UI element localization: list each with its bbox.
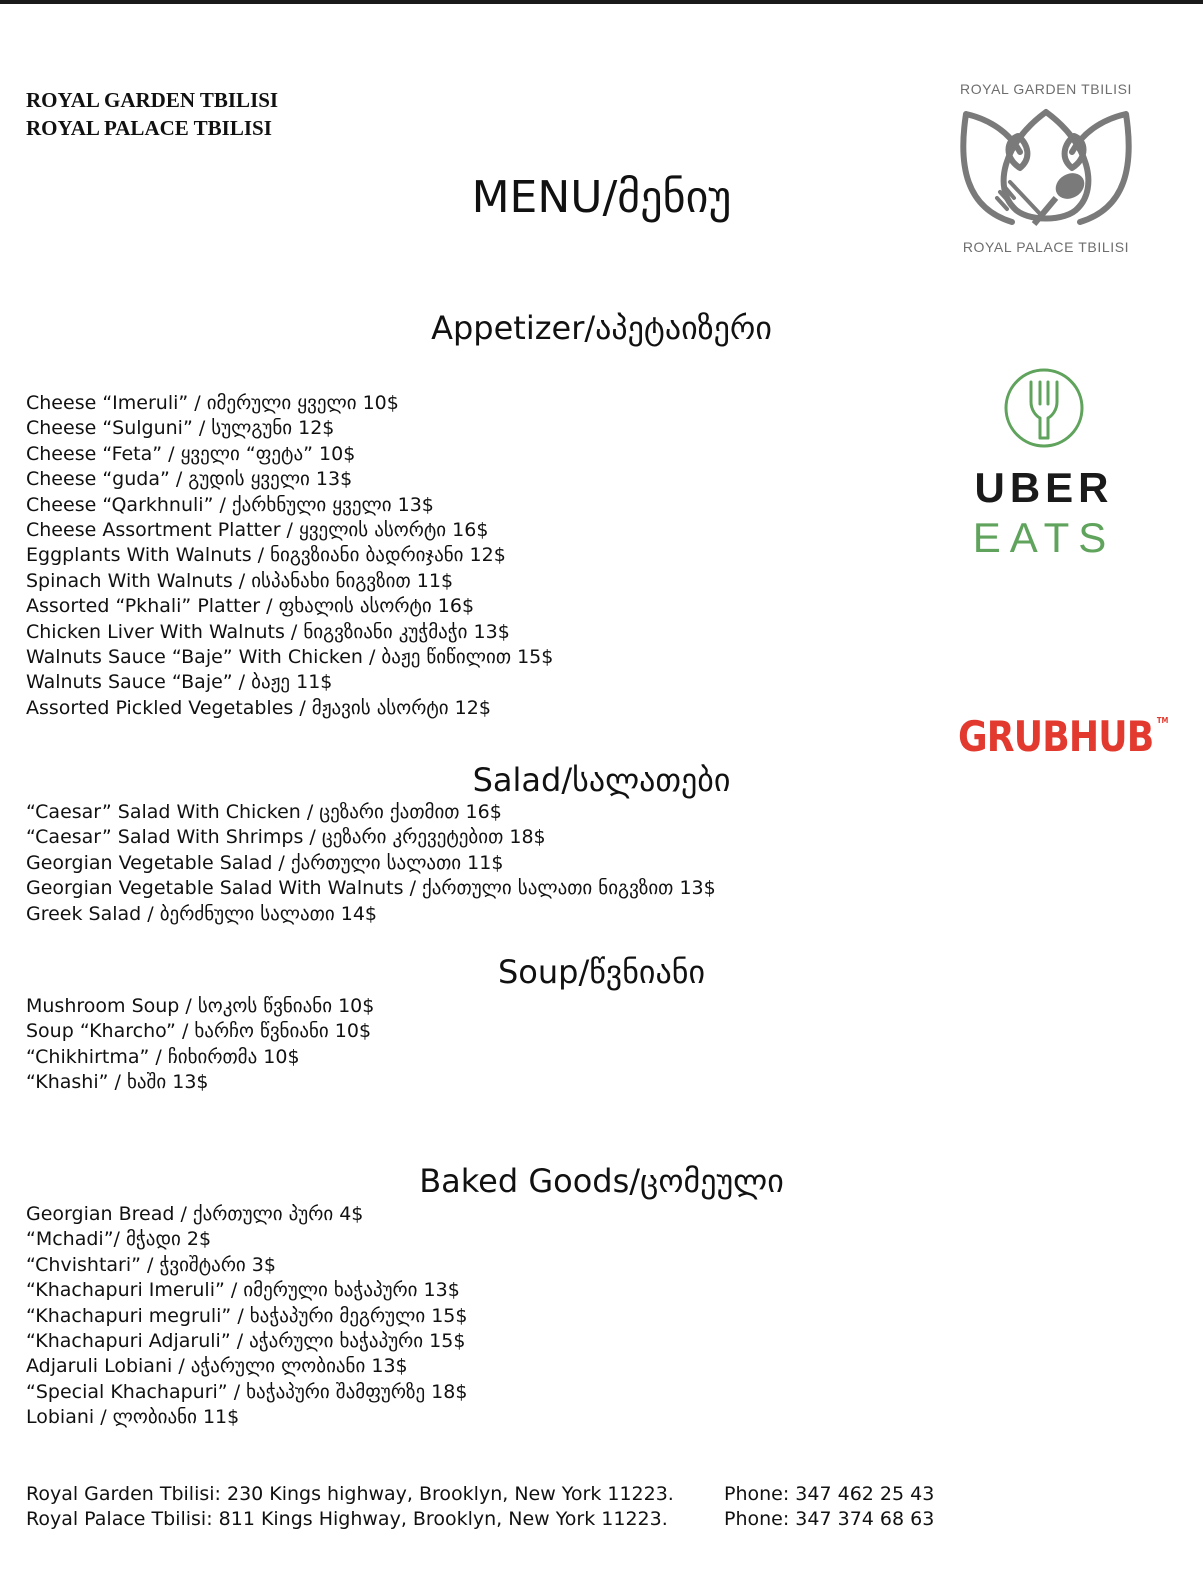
menu-item: Assorted “Pkhali” Platter / ფხალის ასორტი 16$: [26, 595, 475, 618]
menu-item: “Mchadi”/ მჭადი 2$: [26, 1228, 212, 1251]
uber-eats-logo[interactable]: [944, 364, 1144, 564]
menu-item: “Caesar” Salad With Shrimps / ცეზარი კრევეტებით 18$: [26, 826, 546, 849]
footer-row: [26, 1482, 934, 1507]
menu-item: “Special Khachapuri” / ხაჭაპური შამფურზე 18$: [26, 1380, 468, 1403]
menu-item: “Caesar” Salad With Chicken / ცეზარი ქათმით 16$: [26, 801, 502, 823]
menu-item: Walnuts Sauce “Baje” With Chicken / ბაჟე წიწილით 15$: [26, 646, 554, 669]
baked-goods-list: [26, 1202, 467, 1431]
menu-item: “Khachapuri megruli” / ხაჭაპური მეგრული 15$: [26, 1304, 468, 1327]
lotus-fork-spoon-icon: [956, 104, 1136, 234]
logo-top-text: ROYAL GARDEN TBILISI: [959, 81, 1132, 97]
menu-item: Adjaruli Lobiani / აჭარული ლობიანი 13$: [26, 1355, 408, 1378]
menu-item: Cheese “Imeruli” / იმერული ყველი 10$: [26, 392, 399, 414]
menu-item: “Chvishtari” / ჭვიშტარი 3$: [26, 1253, 276, 1276]
footer-address: Royal Palace Tbilisi: 811 Kings Highway, Brooklyn, New York 11223.: [26, 1508, 668, 1530]
section-title-appetizer: Appetizer/აპეტაიზერი: [431, 309, 772, 347]
trademark-mark: TM: [1156, 716, 1169, 725]
appetizer-list: [26, 391, 553, 721]
menu-item: Spinach With Walnuts / ისპანახი ნიგვზით 11$: [26, 569, 454, 592]
section-title-baked-goods: Baked Goods/ცომეული: [419, 1162, 784, 1200]
footer-address: Royal Garden Tbilisi: 230 Kings highway, Brooklyn, New York 11223.: [26, 1483, 674, 1505]
menu-item: “Khachapuri Adjaruli” / აჭარული ხაჭაპური 15$: [26, 1330, 466, 1353]
logo-bottom-text: ROYAL PALACE TBILISI: [962, 239, 1130, 255]
soup-list: [26, 994, 374, 1096]
menu-item: Cheese “Feta” / ყველი “ფეტა” 10$: [26, 442, 356, 465]
uber-text: UBER: [974, 464, 1114, 511]
restaurant-name: ROYAL PALACE TBILISI: [26, 116, 272, 140]
grubhub-text: GRUBHUB: [958, 712, 1154, 761]
menu-title: MENU/მენიუ: [471, 172, 732, 223]
menu-item: Georgian Bread / ქართული პური 4$: [26, 1203, 364, 1225]
footer-phone: Phone: 347 374 68 63: [724, 1508, 935, 1530]
salad-list: [26, 800, 716, 927]
menu-item: Mushroom Soup / სოკოს წვნიანი 10$: [26, 995, 375, 1017]
menu-item: Cheese Assortment Platter / ყველის ასორტი 16$: [26, 519, 489, 542]
menu-item: Cheese “Qarkhnuli” / ქარხნული ყველი 13$: [26, 493, 434, 516]
top-border: [0, 0, 1203, 4]
menu-item: “Chikhirtma” / ჩიხირთმა 10$: [26, 1045, 300, 1068]
menu-item: Georgian Vegetable Salad With Walnuts / ქართული სალათი ნიგვზით 13$: [26, 877, 716, 900]
section-title-salad: Salad/სალათები: [472, 761, 731, 799]
grubhub-logo[interactable]: [958, 712, 1168, 761]
restaurant-names: [26, 86, 278, 142]
menu-item: Walnuts Sauce “Baje” / ბაჟე 11$: [26, 671, 333, 694]
menu-item: Eggplants With Walnuts / ნიგვზიანი ბადრიჯანი 12$: [26, 544, 506, 567]
section-title-soup: Soup/წვნიანი: [497, 953, 706, 991]
menu-item: Cheese “Sulguni” / სულგუნი 12$: [26, 417, 335, 440]
footer-contacts: [26, 1482, 934, 1532]
eats-text: EATS: [972, 514, 1116, 561]
menu-item: Lobiani / ლობიანი 11$: [26, 1406, 240, 1429]
royal-logo: [944, 76, 1148, 264]
menu-item: “Khachapuri Imeruli” / იმერული ხაჭაპური 13$: [26, 1279, 460, 1302]
footer-row: [26, 1507, 934, 1532]
menu-item: Cheese “guda” / გუდის ყველი 13$: [26, 468, 353, 491]
menu-item: “Khashi” / ხაში 13$: [26, 1071, 209, 1094]
menu-item: Chicken Liver With Walnuts / ნიგვზიანი კუჭმაჭი 13$: [26, 620, 510, 643]
menu-item: Assorted Pickled Vegetables / მჟავის ასორტი 12$: [26, 696, 491, 719]
fork-icon: [1000, 364, 1088, 452]
menu-item: Greek Salad / ბერძნული სალათი 14$: [26, 902, 377, 925]
restaurant-name: ROYAL GARDEN TBILISI: [26, 88, 279, 112]
footer-phone: Phone: 347 462 25 43: [724, 1483, 935, 1505]
menu-item: Georgian Vegetable Salad / ქართული სალათი 11$: [26, 851, 504, 874]
menu-item: Soup “Kharcho” / ხარჩო წვნიანი 10$: [26, 1020, 372, 1043]
